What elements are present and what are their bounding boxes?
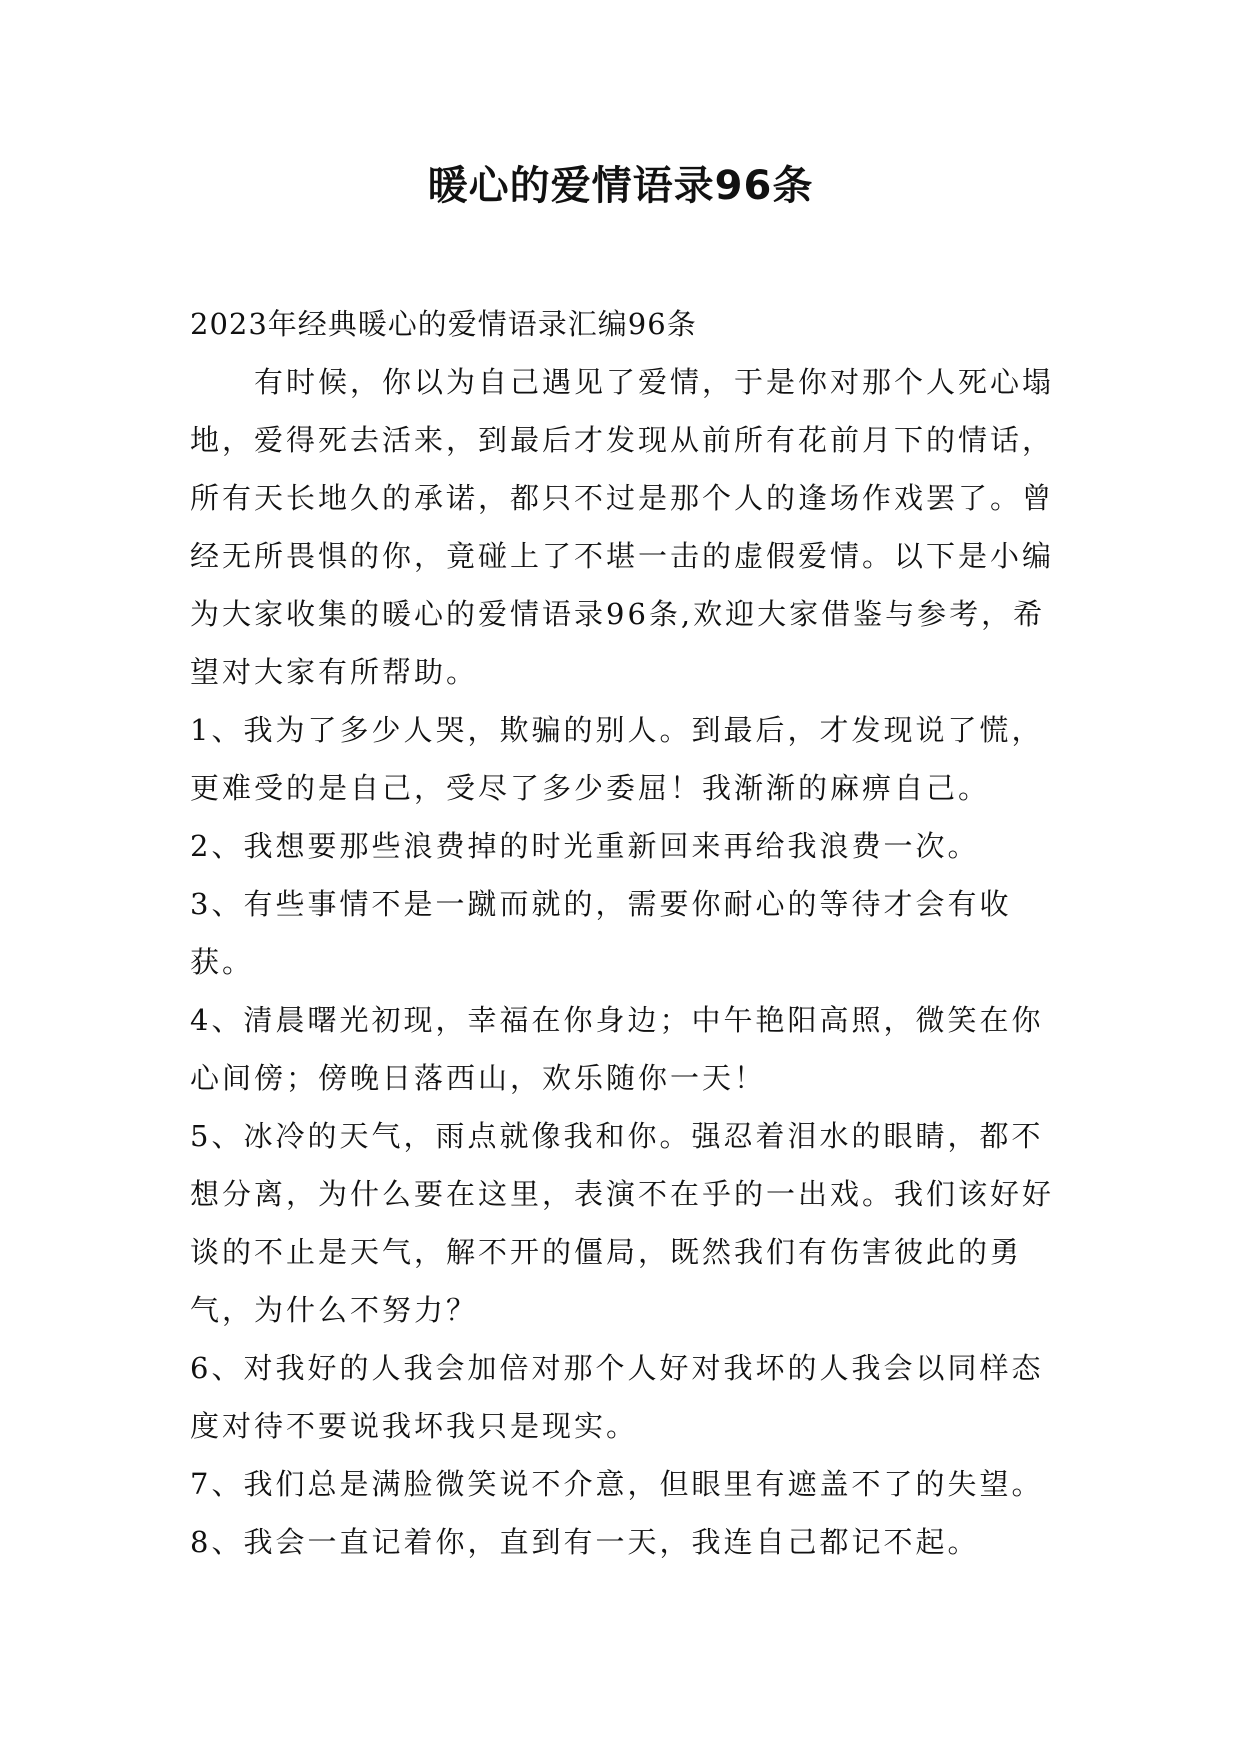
quote-item-2: 2、我想要那些浪费掉的时光重新回来再给我浪费一次。 — [190, 829, 980, 863]
quote-item-6: 6、对我好的人我会加倍对那个人好对我坏的人我会以同样态度对待不要说我坏我只是现实。 — [190, 1351, 1044, 1443]
quote-item-5: 5、冰冷的天气，雨点就像我和你。强忍着泪水的眼睛，都不想分离，为什么要在这里，表演不在乎的一出戏。我们该好好谈的不止是天气，解不开的僵局，既然我们有伤害彼此的勇气，为什么不努力？ — [190, 1119, 1055, 1327]
quote-item-7: 7、我们总是满脸微笑说不介意，但眼里有遮盖不了的失望。 — [190, 1467, 1044, 1501]
document-title: 暖心的爱情语录96条 — [427, 163, 814, 209]
quote-item-8: 8、我会一直记着你，直到有一天，我连自己都记不起。 — [190, 1525, 980, 1559]
quote-item-3: 3、有些事情不是一蹴而就的，需要你耐心的等待才会有收获。 — [190, 887, 1012, 979]
document-subtitle: 2023年经典暖心的爱情语录汇编96条 — [190, 307, 697, 341]
document-body — [190, 295, 1070, 1571]
intro-paragraph: 有时候，你以为自己遇见了爱情，于是你对那个人死心塌地，爱得死去活来，到最后才发现从前所有花前月下的情话，所有天长地久的承诺，都只不过是那个人的逢场作戏罢了。曾经无所畏惧的你，竟碰上了不堪一击的虚假爱情。以下是小编为大家收集的暖心的爱情语录96条,欢迎大家借鉴与参考，希望对大家有所帮助。 — [190, 365, 1055, 689]
quote-item-1: 1、我为了多少人哭，欺骗的别人。到最后，才发现说了慌，更难受的是自己，受尽了多少委屈！我渐渐的麻痹自己。 — [190, 713, 1044, 805]
quote-item-4: 4、清晨曙光初现，幸福在你身边；中午艳阳高照，微笑在你心间傍；傍晚日落西山，欢乐随你一天！ — [190, 1003, 1044, 1095]
